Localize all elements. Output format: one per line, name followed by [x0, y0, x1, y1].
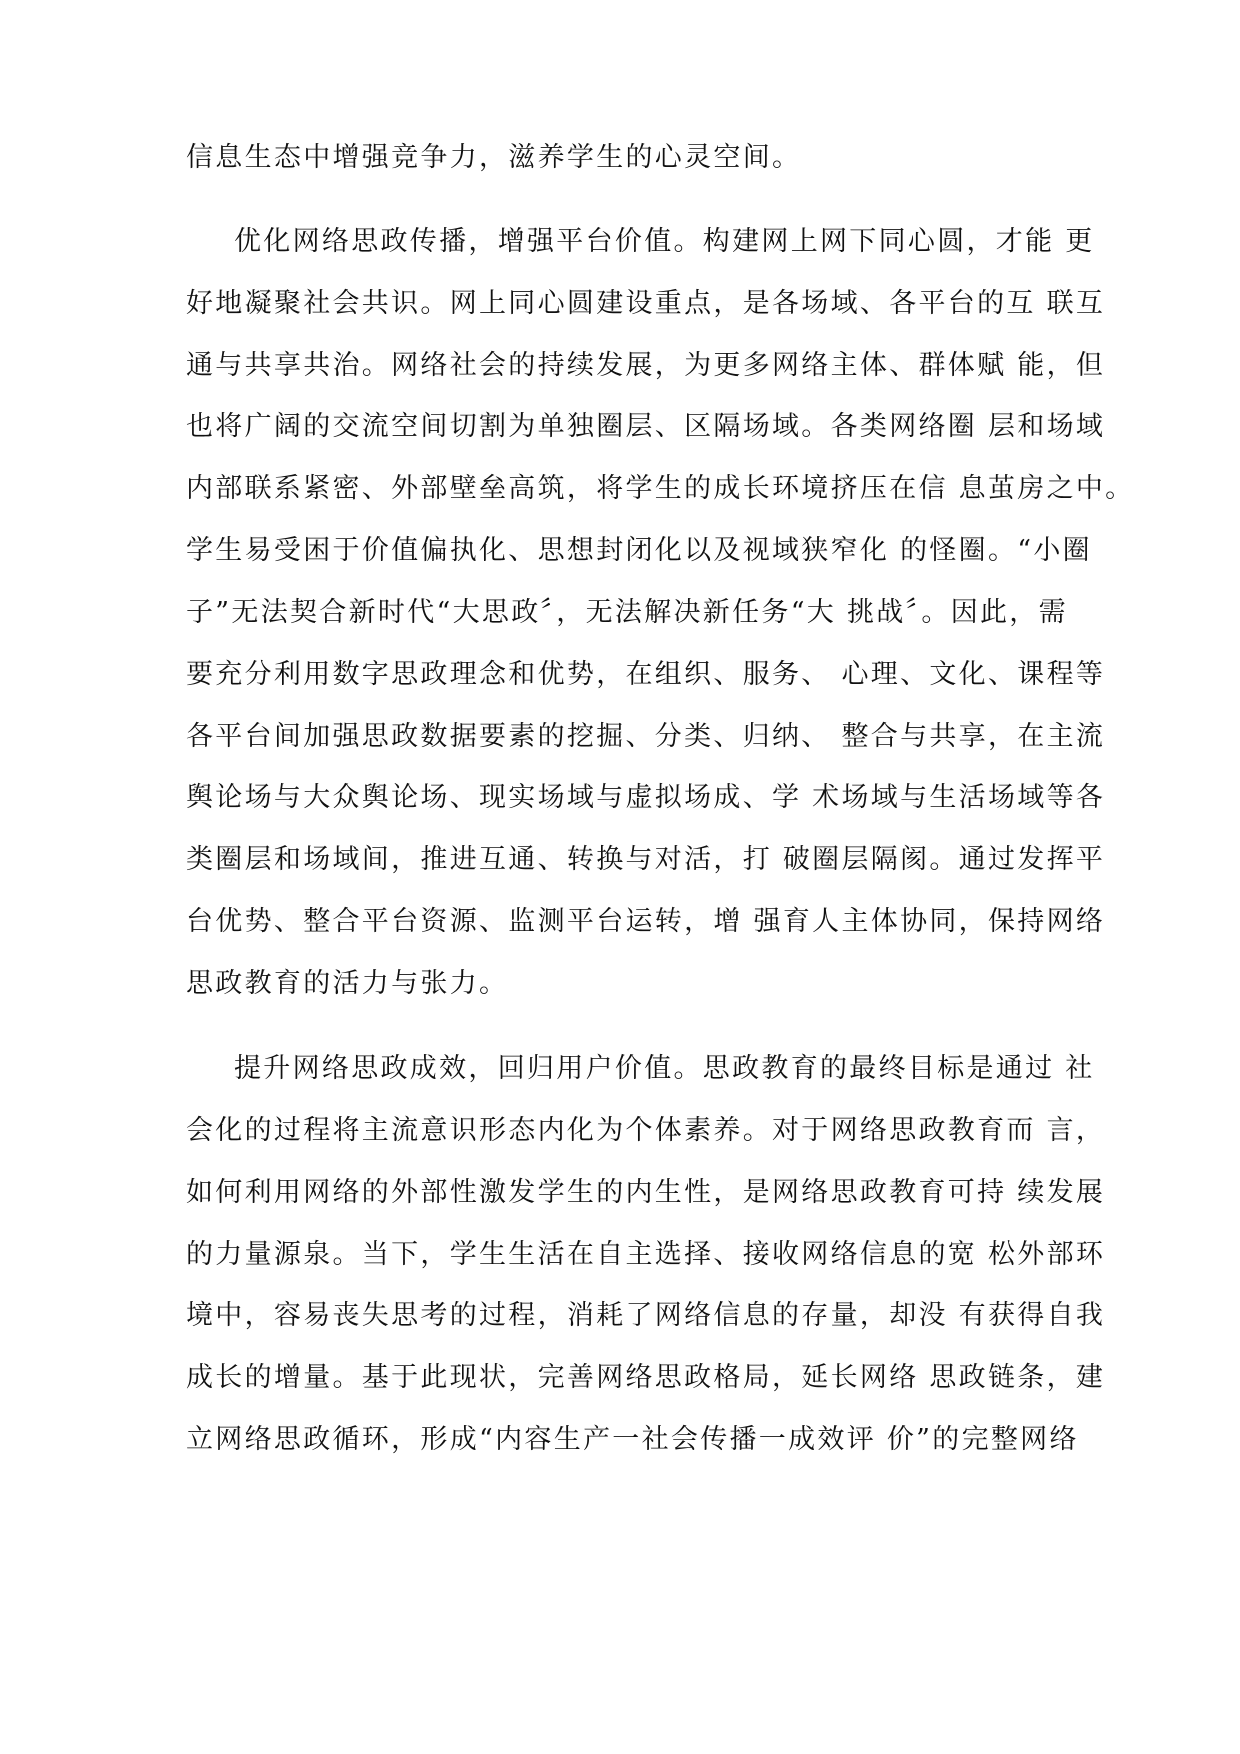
paragraph-2-line-1: 优化网络思政传播，增强平台价值。构建网上网下同心圆，才能 更	[234, 226, 1095, 257]
paragraph-3-line-4: 的力量源泉。当下，学生生活在自主选择、接收网络信息的宽 松外部环	[186, 1239, 1106, 1270]
paragraph-2-line-12: 台优势、整合平台资源、监测平台运转，增 强育人主体协同，保持网络	[186, 906, 1106, 937]
paragraph-3-line-3: 如何利用网络的外部性激发学生的内生性，是网络思政教育可持 续发展	[186, 1177, 1106, 1208]
paragraph-3-line-1: 提升网络思政成效，回归用户价值。思政教育的最终目标是通过 社	[234, 1053, 1095, 1084]
paragraph-2-line-11: 类圈层和场域间，推进互通、转换与对活，打 破圈层隔阂。通过发挥平	[186, 844, 1106, 875]
paragraph-2-line-13: 思政教育的活力与张力。	[186, 968, 509, 999]
paragraph-2-line-5: 内部联系紧密、外部壁垒高筑，将学生的成长环境挤压在信 息茧房之中。	[186, 473, 1135, 504]
paragraph-2-line-8: 要充分利用数字思政理念和优势，在组织、服务、 心理、文化、课程等	[186, 659, 1106, 690]
paragraph-1-line-1: 信息生态中增强竞争力，滋养学生的心灵空间。	[186, 142, 802, 173]
paragraph-2-line-3: 通与共享共治。网络社会的持续发展，为更多网络主体、群体赋 能，但	[186, 350, 1106, 381]
paragraph-2-line-2: 好地凝聚社会共识。网上同心圆建设重点，是各场域、各平台的互 联互	[186, 288, 1106, 319]
paragraph-3-line-6: 成长的增量。基于此现状，完善网络思政格局，延长网络 思政链条，建	[186, 1362, 1106, 1393]
paragraph-2-line-10: 舆论场与大众舆论场、现实场域与虚拟场成、学 术场域与生活场域等各	[186, 782, 1106, 813]
paragraph-3-line-5: 境中，容易丧失思考的过程，消耗了网络信息的存量，却没 有获得自我	[186, 1300, 1106, 1331]
paragraph-2-line-7: 子”无法契合新时代“大思政〞，无法解决新任务“大 挑战〞。因此，需	[186, 597, 1068, 628]
paragraph-2-line-4: 也将广阔的交流空间切割为单独圈层、区隔场域。各类网络圈 层和场域	[186, 411, 1106, 442]
paragraph-2-line-6: 学生易受困于价值偏执化、思想封闭化以及视域狭窄化 的怪圈。“小圈	[186, 535, 1092, 566]
paragraph-3-line-2: 会化的过程将主流意识形态内化为个体素养。对于网络思政教育而 言，	[186, 1115, 1106, 1146]
paragraph-3-line-7: 立网络思政循环，形成“内容生产一社会传播一成效评 价”的完整网络	[186, 1424, 1079, 1455]
paragraph-2-line-9: 各平台间加强思政数据要素的挖掘、分类、归纳、 整合与共享，在主流	[186, 721, 1106, 752]
